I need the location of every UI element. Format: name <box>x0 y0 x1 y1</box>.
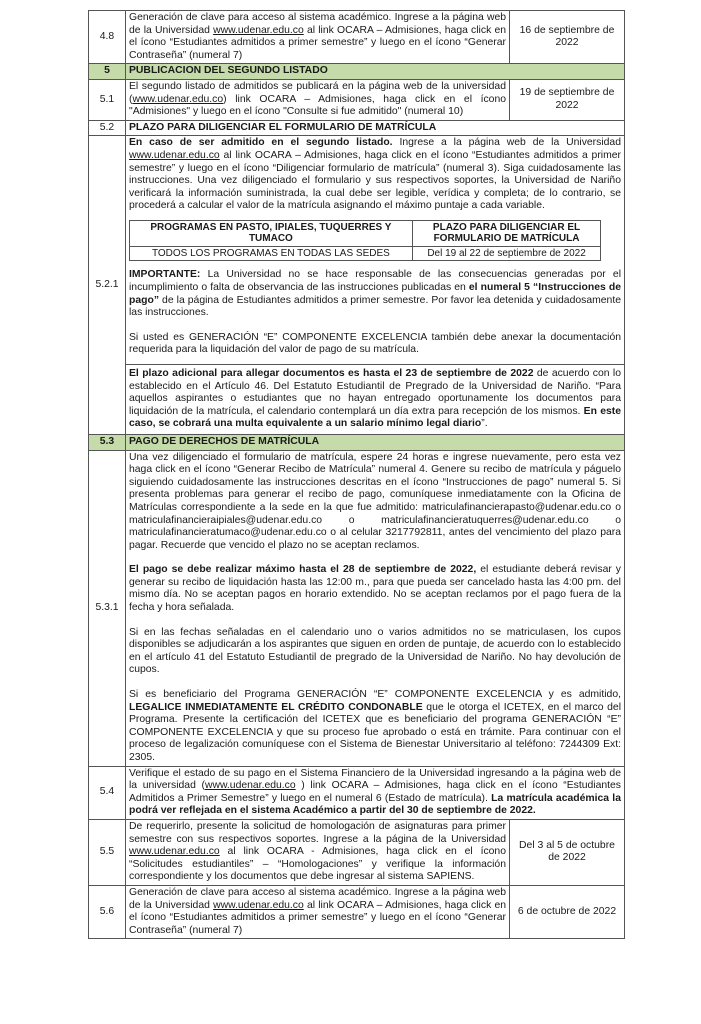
calendar-table <box>88 10 625 939</box>
row-5-5 <box>89 819 625 885</box>
row-date: 19 de septiembre de 2022 <box>510 79 625 120</box>
section-title: PLAZO PARA DILIGENCIAR EL FORMULARIO DE MATRÍCULA <box>126 120 625 136</box>
row-description: Generación de clave para acceso al sistema académico. Ingrese a la página web de la Universidad www.udenar.edu.co al link OCARA – Admisiones, haga click en el ícono “Estudiantes admitidos a primer semestre” y luego en el ícono “Generar Contraseña” (numeral 7) <box>126 885 510 938</box>
inner-cell-deadline: Del 19 al 22 de septiembre de 2022 <box>412 246 601 261</box>
row-5-4 <box>89 766 625 819</box>
section-title: PUBLICACION DEL SEGUNDO LISTADO <box>126 64 625 80</box>
section-number: 5.3 <box>89 434 126 450</box>
row-description: De requerirlo, presente la solicitud de homologación de asignaturas para primer semestre con sus respectivos soportes. Ingrese a la página de la Universidad www.udenar.edu.co al link OCARA - Admisiones, haga click en el ícono “Solicitudes estudiantiles” – “Homologaciones” y verifique la información correspondiente y los documentos que debe ingresar al sistema SAPIENS. <box>126 819 510 885</box>
udenar-link[interactable]: www.udenar.edu.co <box>204 780 296 792</box>
generacion-e-note: Si usted es GENERACIÓN “E” COMPONENTE EXCELENCIA también debe anexar la documentación requerida para la liquidación del valor de pago de su matrícula. <box>129 331 621 356</box>
row-number: 5.2.1 <box>89 136 126 435</box>
row-number: 5.5 <box>89 819 126 885</box>
row-5-6 <box>89 885 625 938</box>
section-header-5-3 <box>89 434 625 450</box>
row-number: 5.3.1 <box>89 450 126 766</box>
udenar-link[interactable]: www.udenar.edu.co <box>213 24 304 36</box>
section-number: 5.2 <box>89 120 126 136</box>
row-4-8 <box>89 11 625 64</box>
row-5-3-1 <box>89 450 625 766</box>
row-date: 16 de septiembre de 2022 <box>510 11 625 64</box>
row-description: El plazo adicional para allegar documentos es hasta el 23 de septiembre de 2022 de acuerdo con lo establecido en el Artículo 46. Del Estatuto Estudiantil de Pregrado de la Universidad de Nariño. “Para aquellos aspirantes o estudiantes que no hayan entregado oportunamente los documentos para liquidación de la matrícula, el calendario contemplará un día extra para recepción de los mismos. En este caso, se cobrará una multa equivalente a un salario mínimo legal diario”. <box>126 364 625 434</box>
row-5-2-1 <box>89 136 625 365</box>
row-number: 5.1 <box>89 79 126 120</box>
row-description: Una vez diligenciado el formulario de matrícula, espere 24 horas e ingrese nuevamente, pero esta vez haga click en el ícono “Generar Recibo de Matrícula” numeral 4. Genere su recibo de matrícula y páguelo siguiendo cuidadosamente las instrucciones descritas en el ícono “Instrucciones de pago” numeral 5. Si presenta problemas para generar el recibo de pago, comuníquese inmediatamente con la Oficina de Matrículas correspondiente a la sede en la que fue admitido: matriculafinancierapasto@udenar.edu.co o matriculafinancieraipiales@udenar.edu.co o matriculafinancieratuquerres@udenar.edu.co o matriculafinancieratumaco@udenar.edu.co o al celular 3217792811, antes del vencimiento del plazo para pagar. Recuerde que vencido el plazo no se aceptan reclamos. El pago se debe realizar máximo hasta el 28 de septiembre de 2022, el estudiante deberá revisar y generar su recibo de liquidación hasta las 12:00 m., para que pueda ser cancelado hasta las 4:00 pm. del mismo día. No se aceptan pagos en horario extendido. No se aceptan reclamos por el pago fuera de la fecha y hora señalada. Si en las fechas señaladas en el calendario uno o varios admitidos no se matriculasen, los cupos disponibles se adjudicarán a los aspirantes que siguen en orden de puntaje, de acuerdo con lo establecido en el artículo 41 del Estatuto Estudiantil de pregrado de la Universidad de Nariño. No hay devolución de cupos. Si es beneficiario del Programa GENERACIÓN “E” COMPONENTE EXCELENCIA y es admitido, LEGALICE INMEDIATAMENTE EL CRÉDITO CONDONABLE que le otorga el ICETEX, en el marco del Programa. Presente la certificación del ICETEX que es beneficiario del programa GENERACIÓN “E” COMPONENTE EXCELENCIA y que su proceso fue aprobado o está en trámite. Para continuar con el proceso de legalización comuníquese con el Sistema de Bienestar Universitario al teléfono: 7244309 Ext: 2305. <box>126 450 625 766</box>
row-description: Verifique el estado de su pago en el Sistema Financiero de la Universidad ingresando a la página web de la universidad (www.udenar.edu.co ) link OCARA – Admisiones, haga click en el ícono “Estudiantes Admitidos a Primer Semestre” y luego en el numeral 6 (Estado de matrícula). La matrícula académica la podrá ver reflejada en el sistema Académico a partir del 30 de septiembre de 2022. <box>126 766 625 819</box>
inner-header-programs: PROGRAMAS EN PASTO, IPIALES, TUQUERRES Y TUMACO <box>130 220 413 246</box>
section-title: PAGO DE DERECHOS DE MATRÍCULA <box>126 434 625 450</box>
section-header-5-2 <box>89 120 625 136</box>
row-description: Generación de clave para acceso al sistema académico. Ingrese a la página web de la Universidad www.udenar.edu.co al link OCARA – Admisiones, haga click en el ícono “Estudiantes admitidos a primer semestre” y luego en el ícono “Generar Contraseña” (numeral 7) <box>126 11 510 64</box>
row-extra-deadline <box>89 364 625 434</box>
section-header-5 <box>89 64 625 80</box>
udenar-link[interactable]: www.udenar.edu.co <box>129 149 220 161</box>
row-date: Del 3 al 5 de octubre de 2022 <box>510 819 625 885</box>
section-number: 5 <box>89 64 126 80</box>
row-description: En caso de ser admitido en el segundo listado. Ingrese a la página web de la Universidad www.udenar.edu.co al link OCARA – Admisiones, haga click en el ícono “Estudiantes admitidos a primer semestre” y luego en el ícono “Diligenciar formulario de matrícula” (numeral 3). Siga cuidadosamente las instrucciones. Una vez diligenciado el formulario y sus respectivos soportes, la Universidad de Nariño verificará la información suministrada, la cual debe ser legible, verídica y completa; de lo contrario, se procederá a calcular el valor de la matrícula asignando el máximo puntaje a cada variable. PROGRAMAS EN PASTO, IPIALES, TUQUERRES Y TUMACO PLAZO PARA DILIGENCIAR EL FORMULARIO DE MATRÍCULA TODOS LOS PROGRAMAS EN TODAS LAS SEDES Del 19 al 22 de septiembre de 2022 IMPORTANTE: La Universidad no se hace responsable de las consecuencias generadas por el incumplimiento o falta de observancia de las instrucciones publicadas en el numeral 5 “Instrucciones de pago” de la página de Estudiantes admitidos a primer semestre. Por favor lea detenida y cuidadosamente las instrucciones. Si usted es GENERACIÓN “E” COMPONENTE EXCELENCIA también debe anexar la documentación requerida para la liquidación del valor de pago de su matrícula. <box>126 136 625 365</box>
row-number: 5.6 <box>89 885 126 938</box>
inner-cell-programs: TODOS LOS PROGRAMAS EN TODAS LAS SEDES <box>130 246 413 261</box>
udenar-link[interactable]: www.udenar.edu.co <box>213 899 304 911</box>
row-number: 5.4 <box>89 766 126 819</box>
deadline-table <box>129 220 601 262</box>
row-description: El segundo listado de admitidos se publicará en la página web de la universidad (www.udenar.edu.co) link OCARA – Admisiones, haga click en el ícono "Admisiones" y luego en el ícono "Consulte si fue admitido" (numeral 10) <box>126 79 510 120</box>
inner-header-deadline: PLAZO PARA DILIGENCIAR EL FORMULARIO DE MATRÍCULA <box>412 220 601 246</box>
row-5-1 <box>89 79 625 120</box>
udenar-link[interactable]: www.udenar.edu.co <box>132 93 224 105</box>
udenar-link[interactable]: www.udenar.edu.co <box>129 846 220 858</box>
row-date: 6 de octubre de 2022 <box>510 885 625 938</box>
row-number: 4.8 <box>89 11 126 64</box>
